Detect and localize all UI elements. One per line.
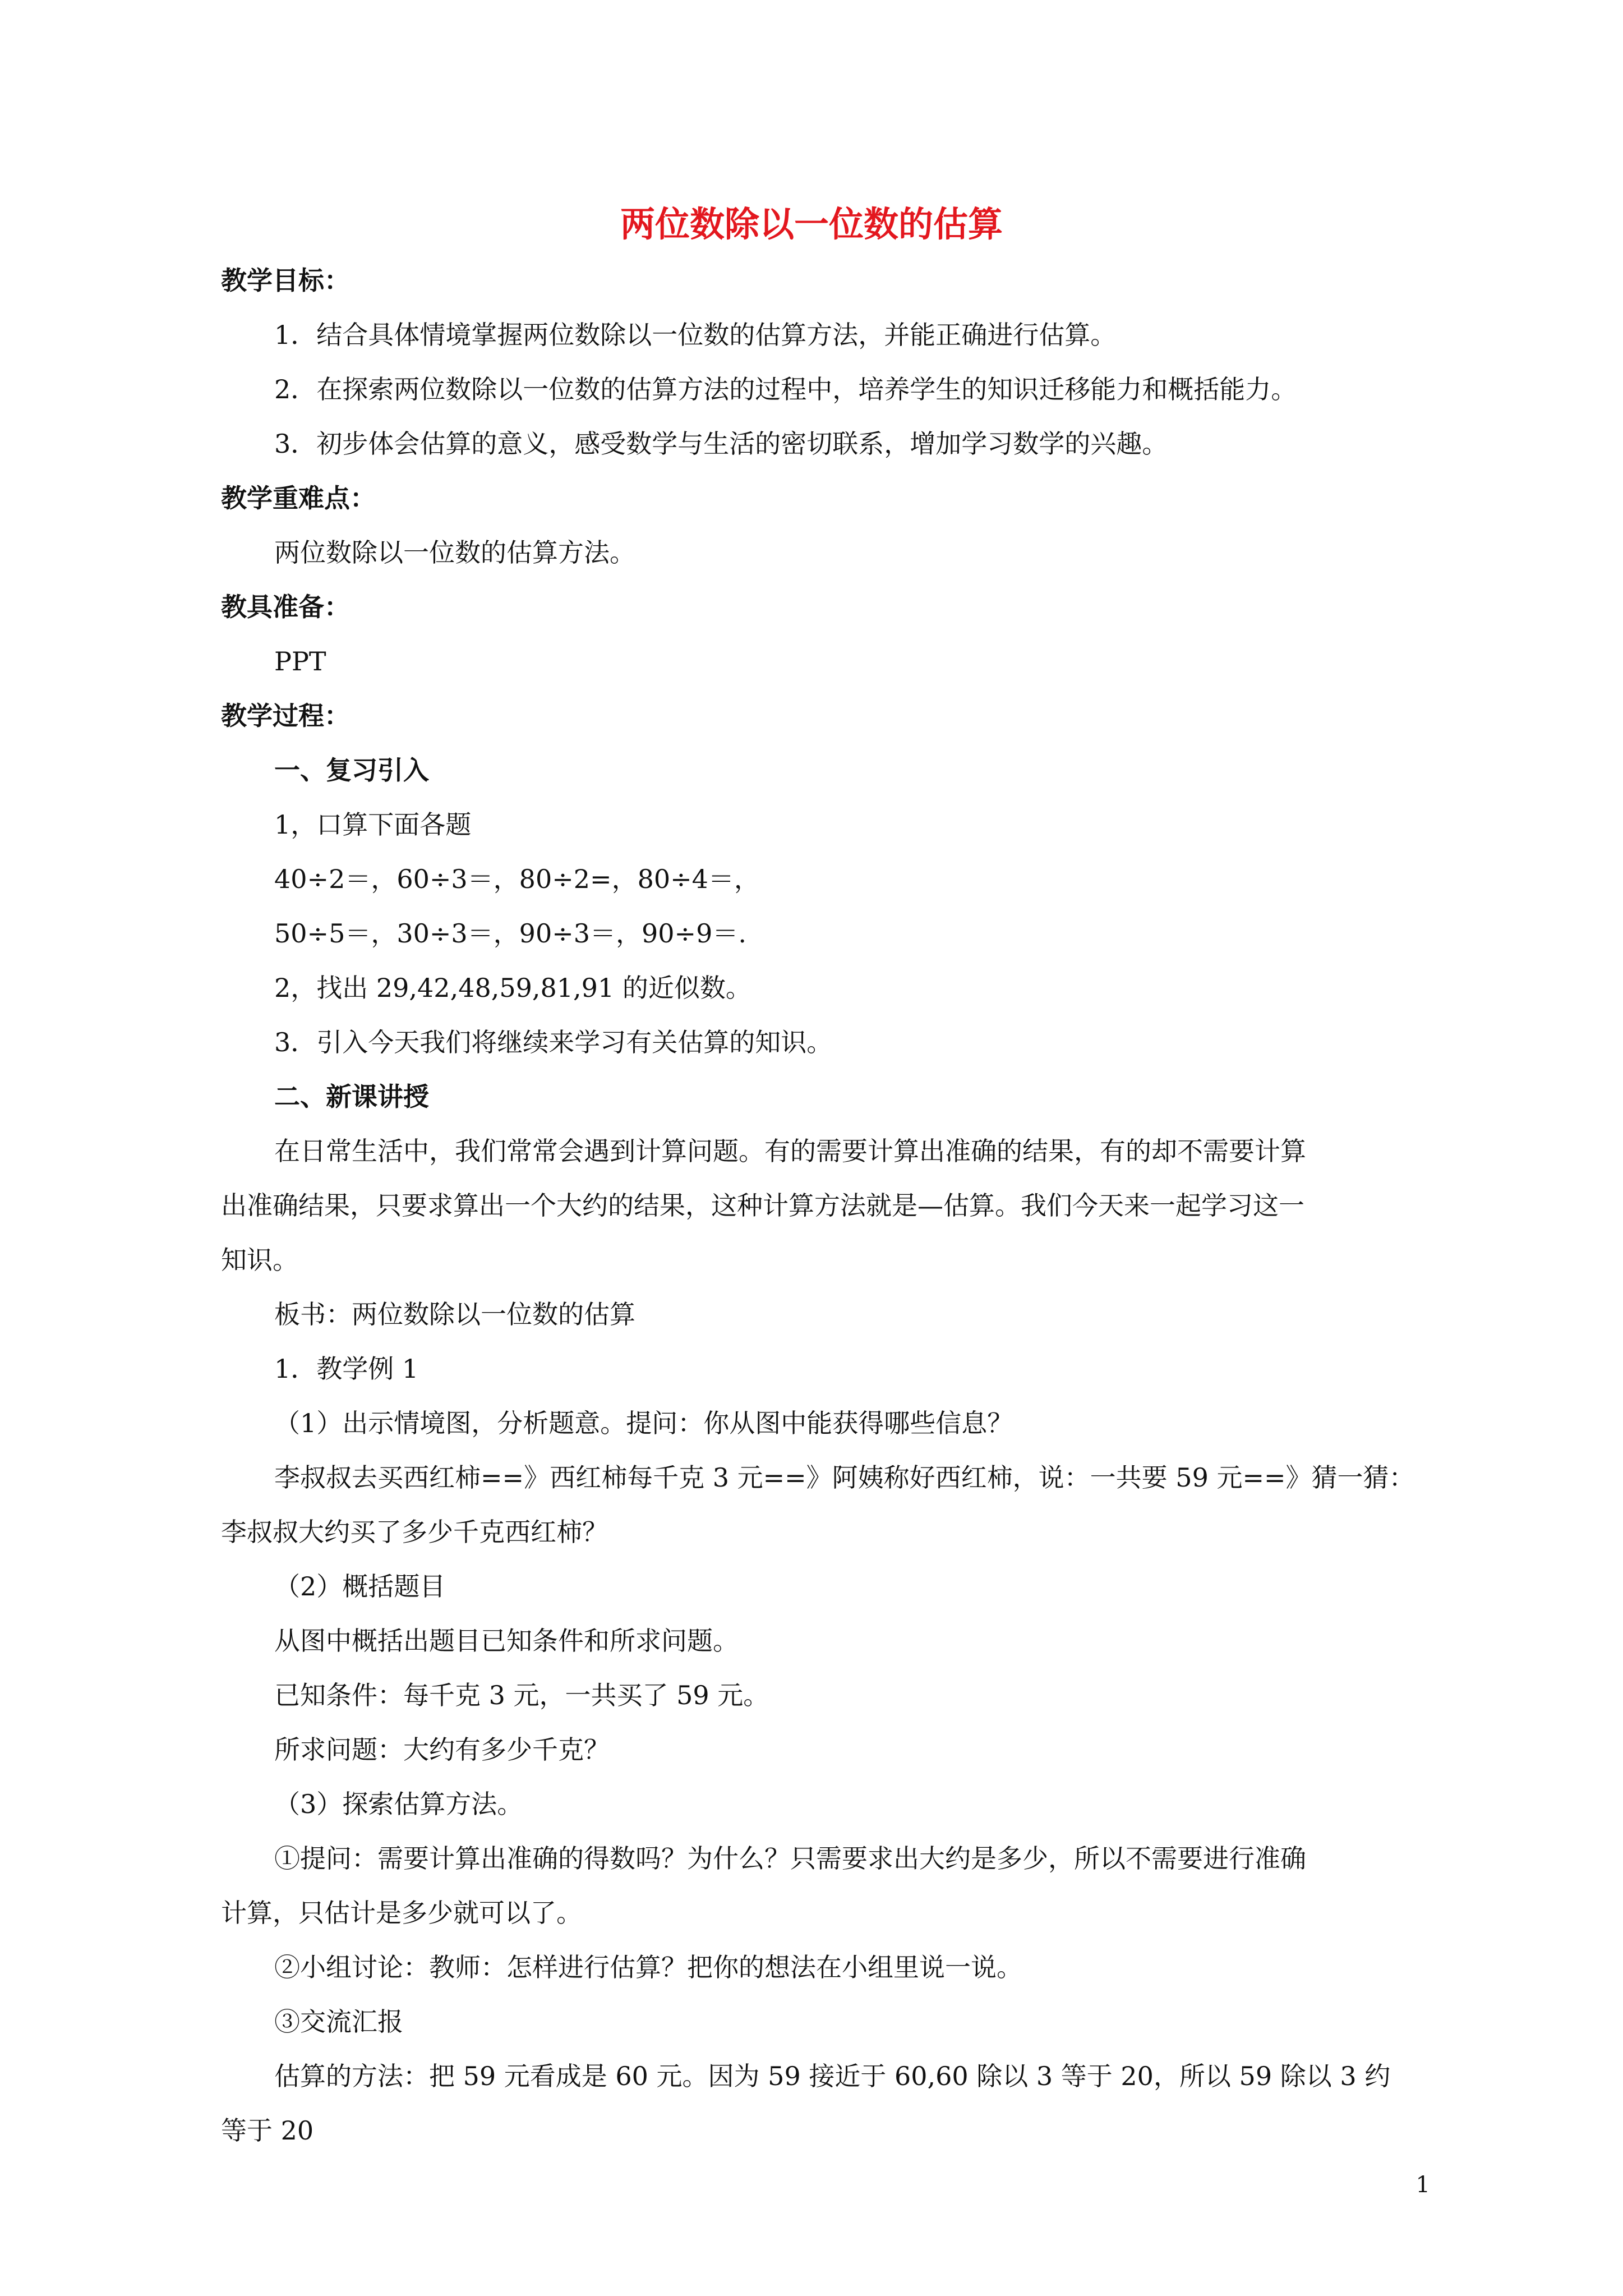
review-line: 2，找出 29,42,48,59,81,91 的近似数。 — [274, 973, 751, 1003]
keypoints-heading: 教学重难点： — [221, 483, 376, 513]
review-line: 1，口算下面各题 — [274, 809, 472, 840]
keypoints-text: 两位数除以一位数的估算方法。 — [274, 537, 635, 568]
intro-line: 在日常生活中，我们常常会遇到计算问题。有的需要计算出准确的结果，有的却不需要计算 — [274, 1136, 1306, 1166]
document-title: 两位数除以一位数的估算 — [620, 204, 1003, 245]
objective-item: 3．初步体会估算的意义，感受数学与生活的密切联系，增加学习数学的兴趣。 — [274, 429, 1168, 459]
question-line: ①提问：需要计算出准确的得数吗？为什么？只需要求出大约是多少，所以不需要进行准确 — [274, 1843, 1306, 1874]
discussion-line: ②小组讨论：教师：怎样进行估算？把你的想法在小组里说一说。 — [274, 1952, 1022, 1982]
report-line: ③交流汇报 — [274, 2007, 403, 2037]
process-heading: 教学过程： — [221, 701, 350, 731]
intro-line: 知识。 — [221, 1245, 298, 1275]
board-note: 板书：两位数除以一位数的估算 — [274, 1299, 635, 1329]
section1-heading: 一、复习引入 — [274, 755, 429, 785]
summary-line: 从图中概括出题目已知条件和所求问题。 — [274, 1626, 739, 1656]
review-line: 50÷5＝，30÷3＝，90÷3＝，90÷9＝. — [274, 918, 746, 949]
tools-heading: 教具准备： — [221, 592, 350, 622]
objective-item: 2．在探索两位数除以一位数的估算方法的过程中，培养学生的知识迁移能力和概括能力。 — [274, 374, 1297, 404]
section2-heading: 二、新课讲授 — [274, 1082, 429, 1112]
summary-line: 已知条件：每千克 3 元，一共买了 59 元。 — [274, 1680, 769, 1710]
review-line: 40÷2＝，60÷3＝，80÷2=，80÷4＝， — [274, 864, 760, 894]
review-line: 3．引入今天我们将继续来学习有关估算的知识。 — [274, 1027, 833, 1057]
method-line: 估算的方法：把 59 元看成是 60 元。因为 59 接近于 60,60 除以 3 等于 20，所以 59 除以 3 约 — [274, 2061, 1391, 2091]
summary-line: 所求问题：大约有多少千克？ — [274, 1734, 610, 1765]
method-line: 等于 20 — [221, 2115, 314, 2146]
example-heading: 1．教学例 1 — [274, 1354, 419, 1384]
question-line: 计算，只估计是多少就可以了。 — [221, 1898, 582, 1928]
objective-item: 1．结合具体情境掌握两位数除以一位数的估算方法，并能正确进行估算。 — [274, 320, 1117, 350]
tools-text: PPT — [274, 646, 326, 677]
intro-line: 出准确结果，只要求算出一个大约的结果，这种计算方法就是—估算。我们今天来一起学习这一 — [221, 1190, 1304, 1221]
scenario-line: 李叔叔大约买了多少千克西红柿？ — [221, 1517, 608, 1547]
step-3: （3）探索估算方法。 — [274, 1789, 523, 1819]
step-1: （1）出示情境图，分析题意。提问：你从图中能获得哪些信息？ — [274, 1408, 1013, 1438]
objectives-heading: 教学目标： — [221, 265, 350, 296]
step-2: （2）概括题目 — [274, 1571, 446, 1602]
scenario-line: 李叔叔去买西红柿==》西红柿每千克 3 元==》阿姨称好西红柿，说：一共要 59 元==》猜一猜： — [274, 1462, 1415, 1493]
page-number: 1 — [1415, 2172, 1430, 2198]
